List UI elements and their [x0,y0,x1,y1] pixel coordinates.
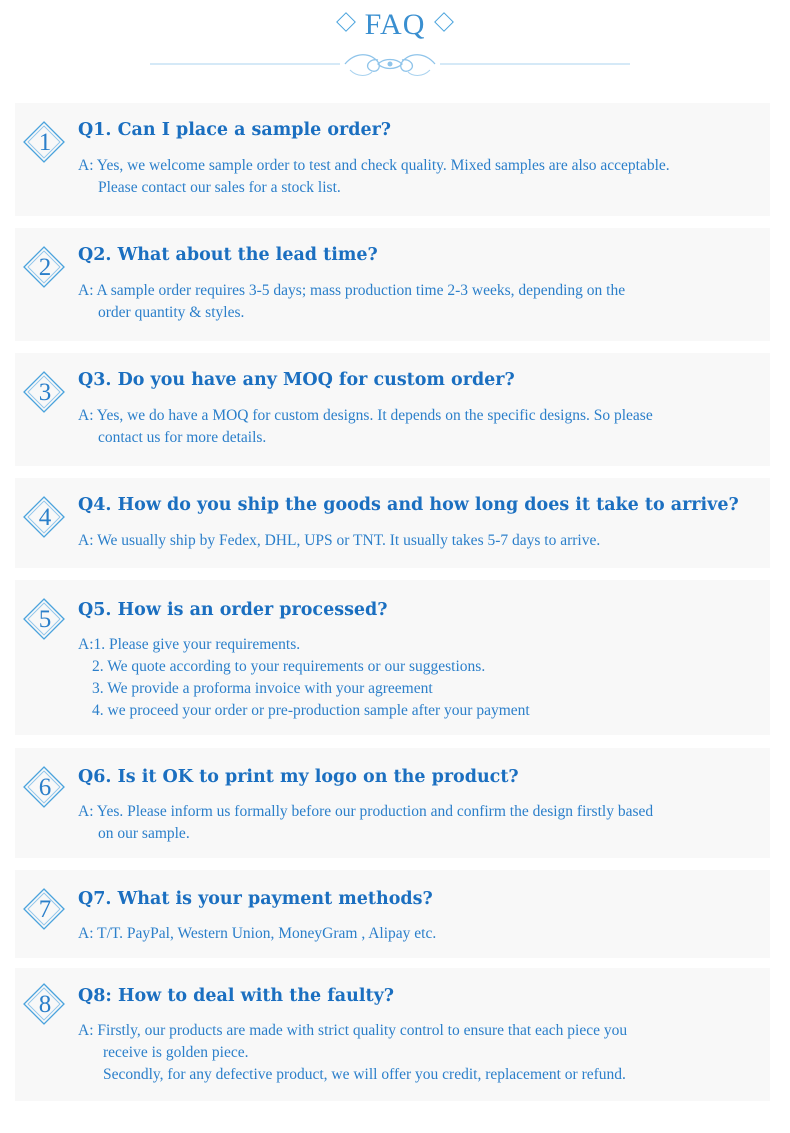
number-badge-icon [21,494,67,540]
faq-item [15,870,770,958]
title-row [0,8,790,42]
question-text: Q2. What about the lead time? [78,245,378,265]
diamond-right-icon [434,12,454,32]
number-badge-icon [21,981,67,1027]
answer-text: A: We usually ship by Fedex, DHL, UPS or TNT. It usually takes 5-7 days to arrive. [78,532,601,549]
faq-item [15,580,770,735]
number-badge-icon [21,369,67,415]
page-header [0,0,790,90]
question-text: Q6. Is it OK to print my logo on the product? [78,767,519,787]
faq-item [15,478,770,568]
faq-item [15,103,770,216]
svg-text:4: 4 [38,504,52,531]
svg-text:1: 1 [38,129,52,156]
number-badge-icon [21,119,67,165]
svg-text:3: 3 [38,379,52,406]
svg-text:7: 7 [38,896,52,923]
svg-text:2: 2 [38,254,52,281]
svg-text:8: 8 [38,991,52,1018]
svg-text:6: 6 [38,774,52,801]
answer-text: A: T/T. PayPal, Western Union, MoneyGram , Alipay etc. [78,925,437,942]
faq-item [15,353,770,466]
number-badge-icon [21,886,67,932]
diamond-left-icon [336,12,356,32]
faq-item [15,748,770,858]
question-text: Q3. Do you have any MOQ for custom order? [78,370,515,390]
answer-text: A: Yes. Please inform us formally before our production and confirm the design firstly based on our sample. [78,803,654,842]
question-text: Q5. How is an order processed? [78,600,388,620]
answer-text: A:1. Please give your requirements. 2. We quote according to your requirements or our suggestions. 3. We provide a proforma invoice with your agreement 4. we proceed your order or pre-production sample after your payment [78,636,530,719]
answer-text: A: Yes, we welcome sample order to test and check quality. Mixed samples are also acceptable. Please contact our sales for a stock list. [78,157,670,196]
page-title: FAQ [364,8,426,41]
faq-item [15,228,770,341]
number-badge-icon [21,244,67,290]
answer-text: A: A sample order requires 3-5 days; mass production time 2-3 weeks, depending on the order quantity & styles. [78,282,626,321]
answer-text: A: Yes, we do have a MOQ for custom designs. It depends on the specific designs. So please contact us for more details. [78,407,653,446]
number-badge-icon [21,764,67,810]
question-text: Q4. How do you ship the goods and how long does it take to arrive? [78,495,739,515]
ornament-divider-icon [150,50,630,80]
faq-item [15,968,770,1101]
answer-text: A: Firstly, our products are made with strict quality control to ensure that each piece you receive is golden piece. Secondly, for any defective product, we will offer you credit, replacement or refund. [78,1022,628,1083]
question-text: Q8: How to deal with the faulty? [78,986,395,1006]
number-badge-icon [21,596,67,642]
question-text: Q7. What is your payment methods? [78,889,433,909]
question-text: Q1. Can I place a sample order? [78,120,392,140]
svg-text:5: 5 [38,606,52,633]
